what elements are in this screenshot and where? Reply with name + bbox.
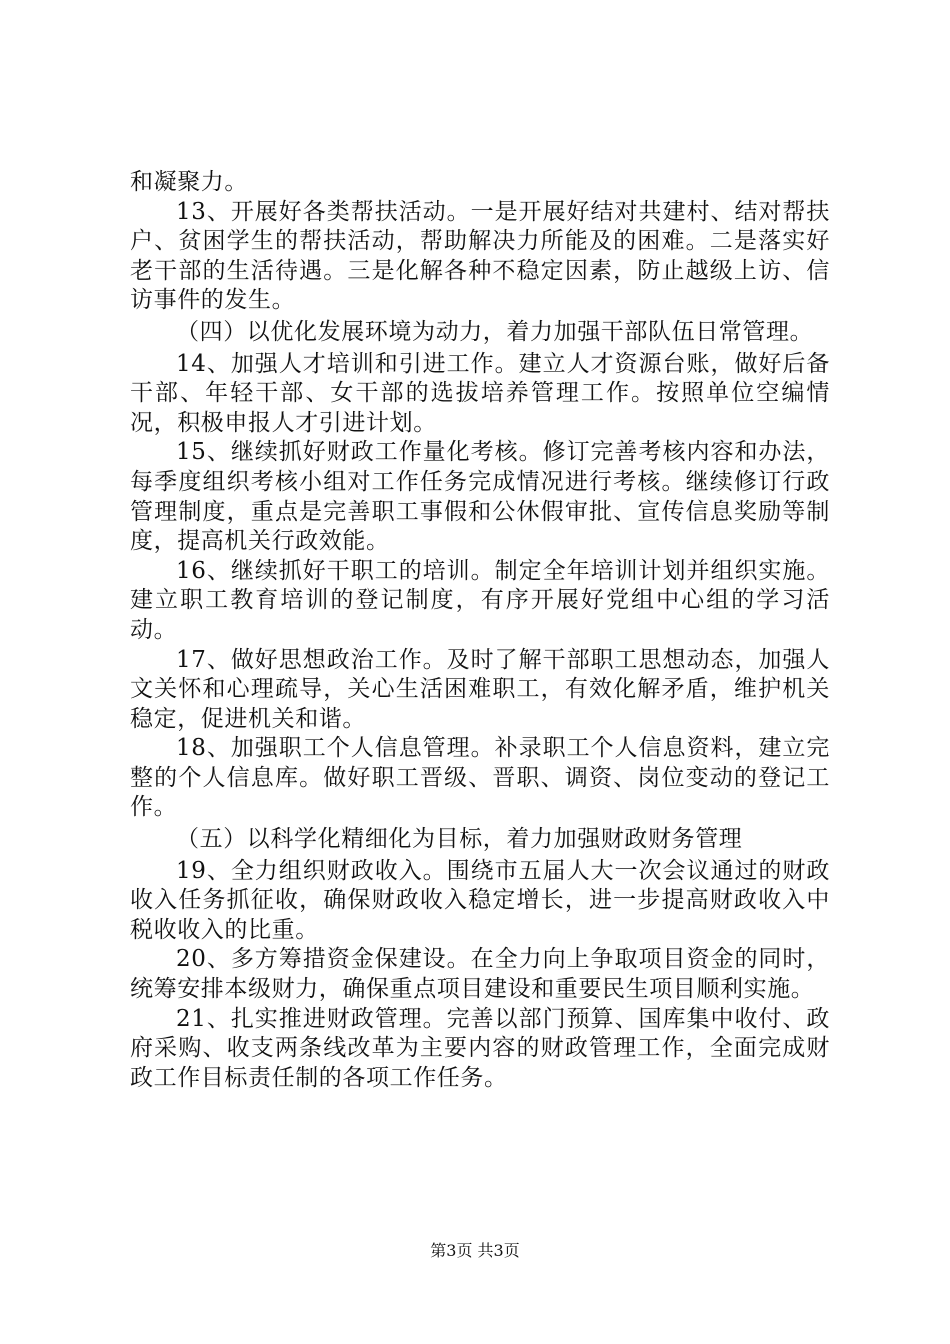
paragraph-item-17: 17、做好思想政治工作。及时了解干部职工思想动态，加强人文关怀和心理疏导，关心生活困难职工，有效化解矛盾，维护机关稳定，促进机关和谐。 — [130, 646, 830, 732]
paragraph-item-15: 15、继续抓好财政工作量化考核。修订完善考核内容和办法，每季度组织考核小组对工作任务完成情况进行考核。继续修订行政管理制度，重点是完善职工事假和公休假审批、宣传信息奖励等制度，提高机关行政效能。 — [130, 439, 830, 555]
paragraph-item-18: 18、加强职工个人信息管理。补录职工个人信息资料，建立完整的个人信息库。做好职工晋级、晋职、调资、岗位变动的登记工作。 — [130, 735, 830, 821]
document-body — [130, 168, 830, 1093]
paragraph-continuation: 和凝聚力。 — [130, 169, 248, 195]
paragraph-item-14: 14、加强人才培训和引进工作。建立人才资源台账，做好后备干部、年轻干部、女干部的选拔培养管理工作。按照单位空编情况，积极申报人才引进计划。 — [130, 350, 830, 436]
paragraph-item-13: 13、开展好各类帮扶活动。一是开展好结对共建村、结对帮扶户、贫困学生的帮扶活动，帮助解决力所能及的困难。二是落实好老干部的生活待遇。三是化解各种不稳定因素，防止越级上访、信访事件的发生。 — [130, 198, 830, 314]
paragraph-item-20: 20、多方筹措资金保建设。在全力向上争取项目资金的同时，统筹安排本级财力，确保重点项目建设和重要民生项目顺利实施。 — [130, 946, 830, 1003]
paragraph-item-19: 19、全力组织财政收入。围绕市五届人大一次会议通过的财政收入任务抓征收，确保财政收入稳定增长，进一步提高财政收入中税收收入的比重。 — [130, 857, 830, 943]
section-heading-4: （四）以优化发展环境为动力，着力加强干部队伍日常管理。 — [176, 318, 814, 345]
section-heading-5: （五）以科学化精细化为目标，着力加强财政财务管理 — [176, 826, 743, 853]
paragraph-item-16: 16、继续抓好干职工的培训。制定全年培训计划并组织实施。建立职工教育培训的登记制度，有序开展好党组中心组的学习活动。 — [130, 557, 830, 643]
paragraph-item-21: 21、扎实推进财政管理。完善以部门预算、国库集中收付、政府采购、收支两条线改革为主要内容的财政管理工作，全面完成财政工作目标责任制的各项工作任务。 — [130, 1005, 830, 1091]
page-number-footer: 第3页 共3页 — [430, 1241, 520, 1260]
